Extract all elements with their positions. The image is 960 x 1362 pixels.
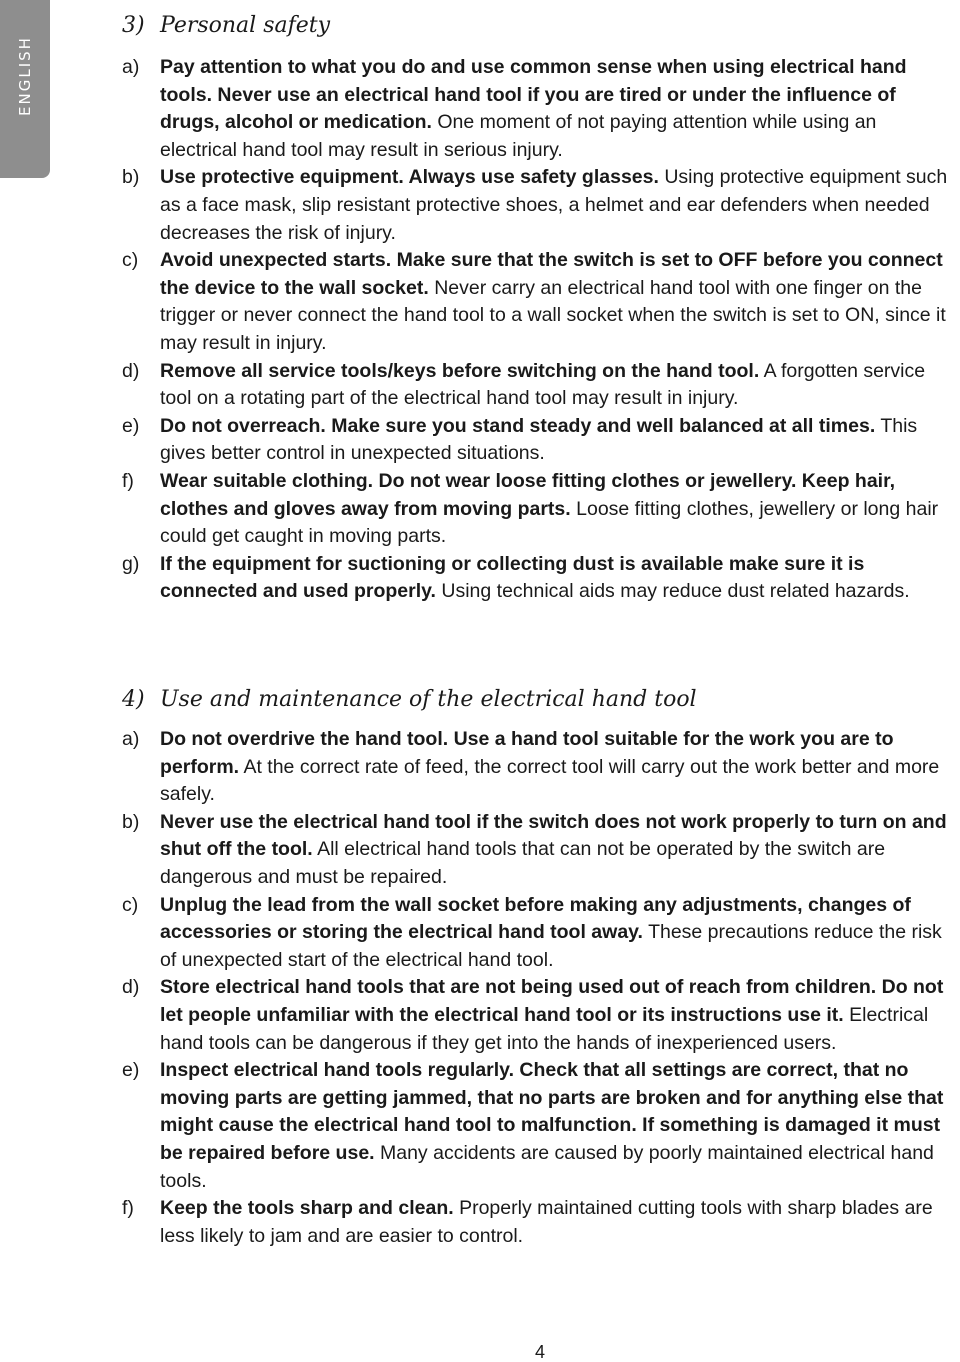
section-heading [122,10,958,42]
item-bold-text: Use protective equipment. Always use safety glasses. [160,166,659,189]
item-letter: f) [122,469,134,492]
list-item [122,1057,958,1195]
item-letter: b) [122,166,140,189]
list-item [122,468,958,551]
list-item [122,413,958,468]
section-number: 4) [122,687,145,712]
item-bold-text: Avoid unexpected starts. Make sure that the switch is set to OFF before you connect the device to the wall socket. [160,249,943,299]
item-letter: b) [122,810,140,833]
item-text: Many accidents are caused by poorly maintained electrical hand tools. [160,1141,934,1192]
item-bold-text: Store electrical hand tools that are not being used out of reach from children. Do not let people unfamiliar with the electrical hand tool or its instructions use it. [160,976,944,1026]
item-text: Properly maintained cutting tools with sharp blades are less likely to jam and are easier to control. [160,1197,933,1247]
item-text: A forgotten service tool on a rotating part of the electrical hand tool may result in injury. [160,359,926,410]
item-text: Loose fitting clothes, jewellery or long hair could get caught in moving parts. [160,497,939,548]
item-letter: e) [122,414,140,437]
list-item [122,726,958,809]
item-letter: d) [122,359,140,382]
item-text: These precautions reduce the risk of unexpected start of the electrical hand tool. [160,921,942,971]
item-bold-text: Keep the tools sharp and clean. [160,1197,454,1220]
item-text: At the correct rate of feed, the correct tool will carry out the work better and more safely. [160,755,940,806]
list-item [122,164,958,247]
list-item [122,974,958,1057]
section-heading [122,684,958,716]
section-use-and-maintenance [122,684,958,1250]
item-letter: c) [122,893,139,916]
section-personal-safety [122,10,958,606]
item-text: Using technical aids may reduce dust related hazards. [441,580,910,603]
item-bold-text: If the equipment for suctioning or collecting dust is available make sure it is connected and used properly. [160,552,865,603]
list-item [122,358,958,413]
list-item [122,1195,958,1250]
item-text: This gives better control in unexpected situations. [160,414,918,465]
item-bold-text: Do not overreach. Make sure you stand steady and well balanced at all times. [160,414,876,437]
item-letter: d) [122,976,140,999]
section-number: 3) [122,13,145,38]
language-tab [0,0,50,178]
item-letter: a) [122,56,140,78]
item-bold-text: Wear suitable clothing. Do not wear loose fitting clothes or jewellery. Keep hair, clothes and gloves away from moving parts. [160,469,896,520]
item-bold-text: Unplug the lead from the wall socket before making any adjustments, changes of accessories or storing the electrical hand tool away. [160,893,911,944]
list-item [122,809,958,892]
item-bold-text: Pay attention to what you do and use common sense when using electrical hand tools. Never use an electrical hand tool if you are tired or under the influence of drugs, alcohol or medication. [160,56,907,134]
list-item [122,54,958,164]
item-text: Electrical hand tools can be dangerous if they get into the hands of inexperienced users. [160,1003,929,1054]
item-letter: c) [122,249,139,272]
item-bold-text: Do not overdrive the hand tool. Use a hand tool suitable for the work you are to perform. [160,728,894,778]
item-bold-text: Remove all service tools/keys before switching on the hand tool. [160,359,760,382]
item-text: Using protective equipment such as a face mask, slip resistant protective shoes, a helmet and ear defenders when needed decreases the risk of injury. [160,166,948,244]
item-letter: g) [122,552,140,575]
section-title: Personal safety [160,13,331,38]
item-letter: f) [122,1197,134,1220]
page-number: 4 [534,1342,545,1362]
list-item [122,892,958,975]
item-bold-text: Never use the electrical hand tool if the switch does not work properly to turn on and shut off the tool. [160,810,947,861]
section-title: Use and maintenance of the electrical hand tool [160,687,697,712]
item-text: All electrical hand tools that can not be operated by the switch are dangerous and must be repaired. [160,838,886,888]
item-letter: a) [122,728,140,750]
item-text: One moment of not paying attention while using an electrical hand tool may result in serious injury. [160,111,877,161]
list-item [122,551,958,606]
item-letter: e) [122,1059,140,1082]
language-tab-label: ENGLISH [16,36,34,116]
list-item [122,247,958,357]
item-bold-text: Inspect electrical hand tools regularly. Check that all settings are correct, that no moving parts are getting jammed, that no parts are broken and for anything else that might cause the electrical hand tool to malfunction. If something is damaged it must be repaired before use. [160,1059,944,1164]
item-text: Never carry an electrical hand tool with one finger on the trigger or never connect the hand tool to a wall socket when the switch is set to ON, since it may result in injury. [160,276,946,354]
